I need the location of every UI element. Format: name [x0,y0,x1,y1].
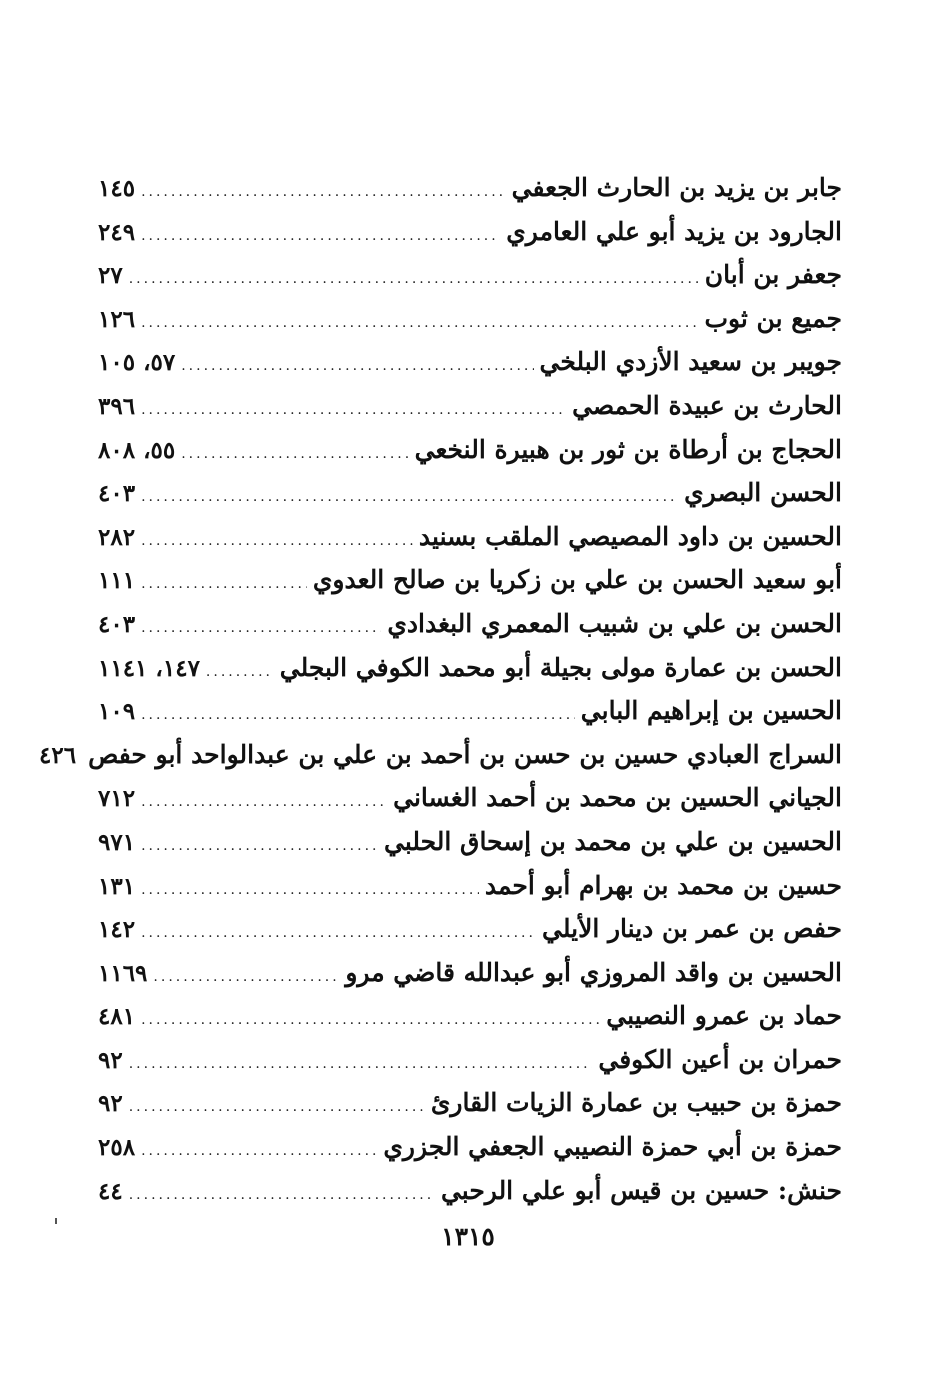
index-entry [98,820,842,864]
dot-leader [206,651,274,695]
entry-name: جميع بن ثوب [704,303,842,333]
dot-leader [153,956,339,1000]
entry-pages: ١٤٧، ١١٤١ [98,654,200,682]
page-number: ١٣١٥ [441,1222,495,1251]
dot-leader [141,607,381,651]
entry-name: حمزة بن حبيب بن عمارة الزيات القارئ [430,1088,842,1118]
entry-pages: ٤٢٦ [39,741,77,769]
index-entry [98,558,842,602]
entry-name: جويبر بن سعيد الأزدي البلخي [539,347,842,377]
index-entry [98,253,842,297]
dot-leader [141,171,506,215]
entry-name: جابر بن يزيد بن الحارث الجعفي [511,173,842,202]
entry-pages: ١٠٩ [98,698,136,726]
dot-leader [129,1174,435,1218]
entry-name: الجارود بن يزيد أبو علي العامري [506,216,842,246]
entry-name: أبو سعيد الحسن بن علي بن زكريا بن صالح العدوي [312,565,842,595]
dot-leader [141,302,698,346]
index-entry [98,471,842,515]
entry-name: حمزة بن أبي حمزة النصيبي الجعفي الجزري [383,1132,842,1162]
entry-pages: ٩٧١ [98,828,136,856]
index-entry [98,994,842,1038]
entry-pages: ١١١ [98,567,136,595]
dot-leader [141,781,387,825]
dot-leader [129,1086,425,1130]
entry-pages: ١٢٦ [98,305,136,333]
entry-pages: ١٤٥ [98,175,136,202]
entry-name: السراج العبادي حسين بن حسن بن أحمد بن علي بن عبدالواحد أبو حفص [88,739,842,769]
entry-name: جعفر بن أبان [704,260,842,290]
dot-leader [141,476,678,520]
entry-name: الجياني الحسين بن محمد بن أحمد الغساني [393,783,842,813]
entry-name: الحسن بن عمارة مولى بجيلة أبو محمد الكوفي البجلي [279,652,842,682]
entry-pages: ٤٤ [98,1177,123,1205]
index-entry [98,1125,842,1169]
entry-pages: ٤٨١ [98,1003,136,1031]
entry-name: الحارث بن عبيدة الحمصي [572,390,842,420]
dot-leader [141,215,500,259]
entry-pages: ١٤٢ [98,916,136,944]
dot-leader [141,563,307,607]
entry-pages: ٥٥، ٨٠٨ [98,436,176,464]
entry-name: الحسين بن داود المصيصي الملقب بسنيد [418,521,842,551]
entry-pages: ٢٤٩ [98,218,136,246]
entry-name: حماد بن عمرو النصيبي [606,1001,842,1031]
entry-pages: ٤٠٣ [98,610,136,638]
dot-leader [141,694,575,738]
index-entry [98,602,842,646]
index-entry [98,864,842,908]
index-entry [98,646,842,690]
entry-pages: ١١٦٩ [98,959,148,987]
entry-name: الحسن بن علي بن شبيب المعمري البغدادي [387,608,842,638]
entry-pages: ٣٩٦ [98,392,136,420]
index-entry [98,907,842,951]
entry-pages: ٤٠٣ [98,480,136,508]
dot-leader [129,1043,593,1087]
index-entry [98,340,842,384]
dot-leader [141,389,566,433]
entry-name: حنش: حسين بن قيس أبو علي الرحبي [440,1175,842,1205]
entry-name: الحسين بن واقد المروزي أبو عبدالله قاضي مرو [345,957,842,987]
index-entry [98,1169,842,1213]
dot-leader [181,433,408,477]
entry-name: حمران بن أعين الكوفي [598,1044,842,1074]
index-entry [98,384,842,428]
entry-pages: ٧١٢ [98,785,136,813]
entry-pages: ٥٧، ١٠٥ [98,349,176,377]
index-entry [98,1081,842,1125]
entry-name: حفص بن عمر بن دينار الأيلي [542,914,842,944]
index-entry [98,689,842,733]
index-entry [98,428,842,472]
dot-leader [129,258,699,302]
narrator-index-list [39,166,842,1212]
dot-leader [141,999,600,1043]
entry-name: الحسين بن علي بن محمد بن إسحاق الحلبي [383,826,842,856]
index-entry [98,166,842,210]
entry-pages: ١٣١ [98,872,136,900]
index-entry [98,1038,842,1082]
entry-pages: ٩٢ [98,1090,123,1118]
entry-name: حسين بن محمد بن بهرام أبو أحمد [484,870,842,900]
index-entry [98,951,842,995]
dot-leader [181,345,533,389]
dot-leader [141,1130,377,1174]
entry-name: الحجاج بن أرطاة بن ثور بن هبيرة النخعي [414,434,842,464]
entry-name: الحسن البصري [684,478,842,508]
index-entry [39,733,842,777]
dot-leader [141,912,536,956]
index-entry [98,776,842,820]
dot-leader [141,825,378,869]
index-entry [98,297,842,341]
dot-leader [141,520,413,564]
entry-pages: ٢٧ [98,262,123,290]
entry-name: الحسين بن إبراهيم البابي [580,696,842,726]
entry-pages: ٩٢ [98,1046,123,1074]
index-entry [98,210,842,254]
dot-leader [141,869,479,913]
entry-pages: ٢٨٢ [98,523,136,551]
index-entry [98,515,842,559]
entry-pages: ٢٥٨ [98,1134,136,1162]
